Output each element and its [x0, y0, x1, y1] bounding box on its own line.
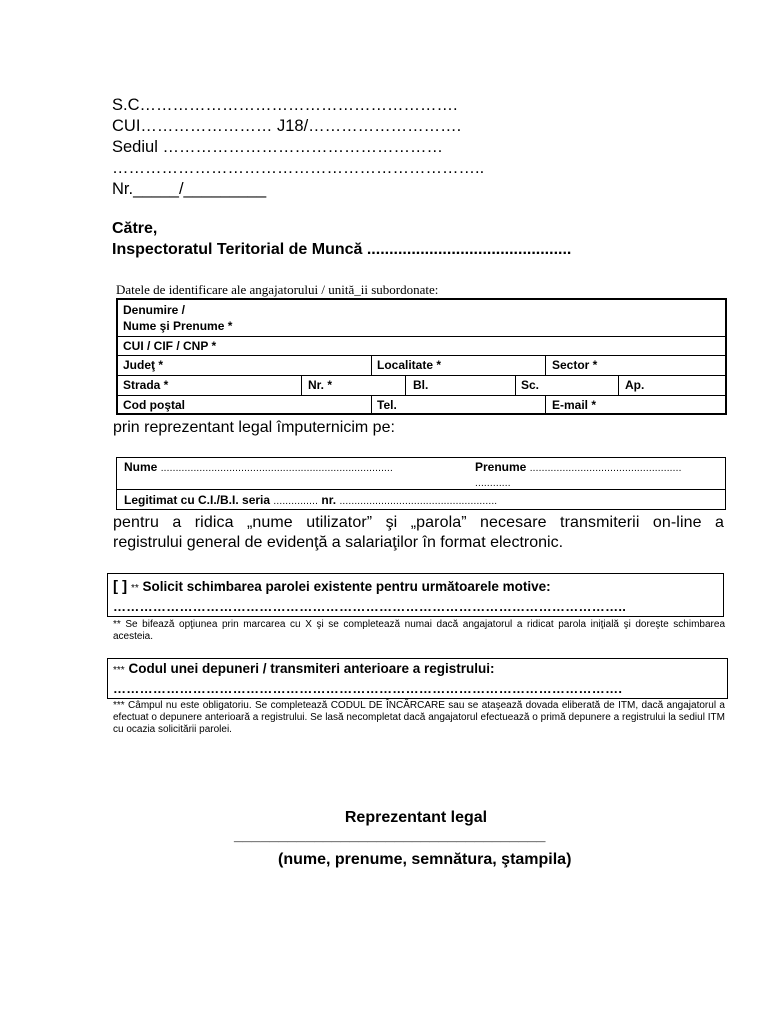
signature-caption: (nume, prenume, semnătura, ştampila) — [278, 851, 572, 868]
table-caption: Datele de identificare ale angajatorului / unită_ii subordonate: — [116, 282, 439, 297]
table-col-divider — [371, 356, 372, 376]
prenume-field-dots-2: ............ — [475, 478, 511, 489]
nume-prenume-label: Nume şi Prenume * — [123, 319, 233, 333]
tel-label: Tel. — [377, 398, 397, 412]
legitimation-row-divider — [117, 489, 725, 490]
previous-code-dots: ……………………………………………………………………………………………………. — [113, 681, 623, 696]
sediul-line: Sediul …………………………………………… — [112, 138, 443, 156]
table-col-divider — [545, 396, 546, 415]
company-line: S.C…………………………………………………. — [112, 96, 458, 114]
address-dots-line: ………………………………………………………….. — [112, 159, 485, 177]
table-col-divider — [371, 396, 372, 415]
previous-code-label: Codul unei depuneri / transmiteri anterioare a registrului: — [128, 661, 495, 676]
signature-line: ___________________________________ — [234, 827, 546, 844]
nume-field-label: Nume — [124, 460, 158, 474]
email-label: E-mail * — [552, 398, 597, 412]
password-change-note: ** Se bifează opţiunea prin marcarea cu X şi se completează numai dacă angajatorul a ridicat parola iniţială şi doreşte schimbarea acesteia. — [113, 619, 725, 642]
representative-identity-box — [116, 457, 726, 510]
password-change-label: Solicit schimbarea parolei existente pentru următoarele motive: — [142, 579, 551, 594]
employer-identification-table — [116, 298, 727, 415]
password-change-box — [107, 573, 724, 617]
strada-label: Strada * — [123, 378, 169, 392]
cui-cif-cnp-label: CUI / CIF / CNP * — [123, 339, 217, 353]
catre-label: Către, — [112, 220, 158, 237]
cod-postal-label: Cod poştal — [123, 398, 185, 412]
table-row-divider — [118, 336, 725, 337]
sector-label: Sector * — [552, 358, 598, 372]
judet-label: Judeţ * — [123, 358, 164, 372]
previous-code-note: *** Câmpul nu este obligatoriu. Se completează CODUL DE ÎNCĂRCARE sau se ataşează dovada eliberată de ITM, dacă angajatorul a efectuat o depunere anterioară a registrului. Se lasă necompletat dacă angajatorul efectuează o primă depunere a registrului la sediul ITM cu ocazia solicitării parolei. — [113, 700, 725, 735]
signature-title: Reprezentant legal — [344, 809, 488, 826]
table-col-divider — [545, 356, 546, 376]
seria-dots: ............... — [273, 496, 319, 507]
legitimation-field — [124, 493, 497, 509]
denumire-label: Denumire / — [123, 303, 186, 317]
prenume-field-label: Prenume — [475, 460, 527, 474]
purpose-line-1: pentru a ridica „nume utilizator” şi „parola” necesare transmiterii on-line a — [113, 514, 724, 531]
inspectorat-line: Inspectoratul Teritorial de Muncă .............................................. — [112, 241, 572, 258]
table-col-divider — [515, 376, 516, 396]
table-col-divider — [301, 376, 302, 396]
representative-intro: prin reprezentant legal împuternicim pe: — [113, 419, 395, 436]
cui-line: CUI…………………… J18/………………………. — [112, 117, 462, 135]
legitimation-label: Legitimat cu C.I./B.I. seria — [124, 493, 271, 507]
password-change-title — [113, 578, 551, 595]
nume-field — [124, 460, 393, 476]
legitimation-nr-label: nr. — [321, 493, 337, 507]
table-col-divider — [618, 376, 619, 396]
legitimation-nr-dots: ..................................................... — [339, 496, 498, 507]
table-row-divider — [118, 375, 725, 376]
registration-number-line: Nr._____/_________ — [112, 180, 267, 198]
localitate-label: Localitate * — [377, 358, 442, 372]
nr-label: Nr. * — [308, 378, 333, 392]
password-change-checkbox[interactable]: [ ] — [113, 578, 128, 595]
prenume-field-dots: ................................................... — [529, 463, 682, 474]
password-change-stars: ** — [130, 583, 139, 594]
password-change-dots: …………………………………………………………………………………………………….. — [113, 599, 627, 614]
table-row-divider — [118, 395, 725, 396]
nume-field-dots: .............................................................................. — [160, 463, 393, 474]
sc-label: Sc. — [521, 378, 540, 392]
purpose-line-2: registrului general de evidenţă a salariaţilor în format electronic. — [113, 534, 564, 551]
previous-code-title — [113, 661, 495, 676]
prenume-field — [475, 460, 682, 476]
table-row-divider — [118, 355, 725, 356]
ap-label: Ap. — [625, 378, 645, 392]
bl-label: Bl. — [413, 378, 429, 392]
previous-code-box — [107, 658, 728, 699]
prenume-field-continuation — [475, 475, 511, 491]
table-col-divider — [405, 376, 406, 396]
previous-code-stars: *** — [113, 665, 125, 676]
